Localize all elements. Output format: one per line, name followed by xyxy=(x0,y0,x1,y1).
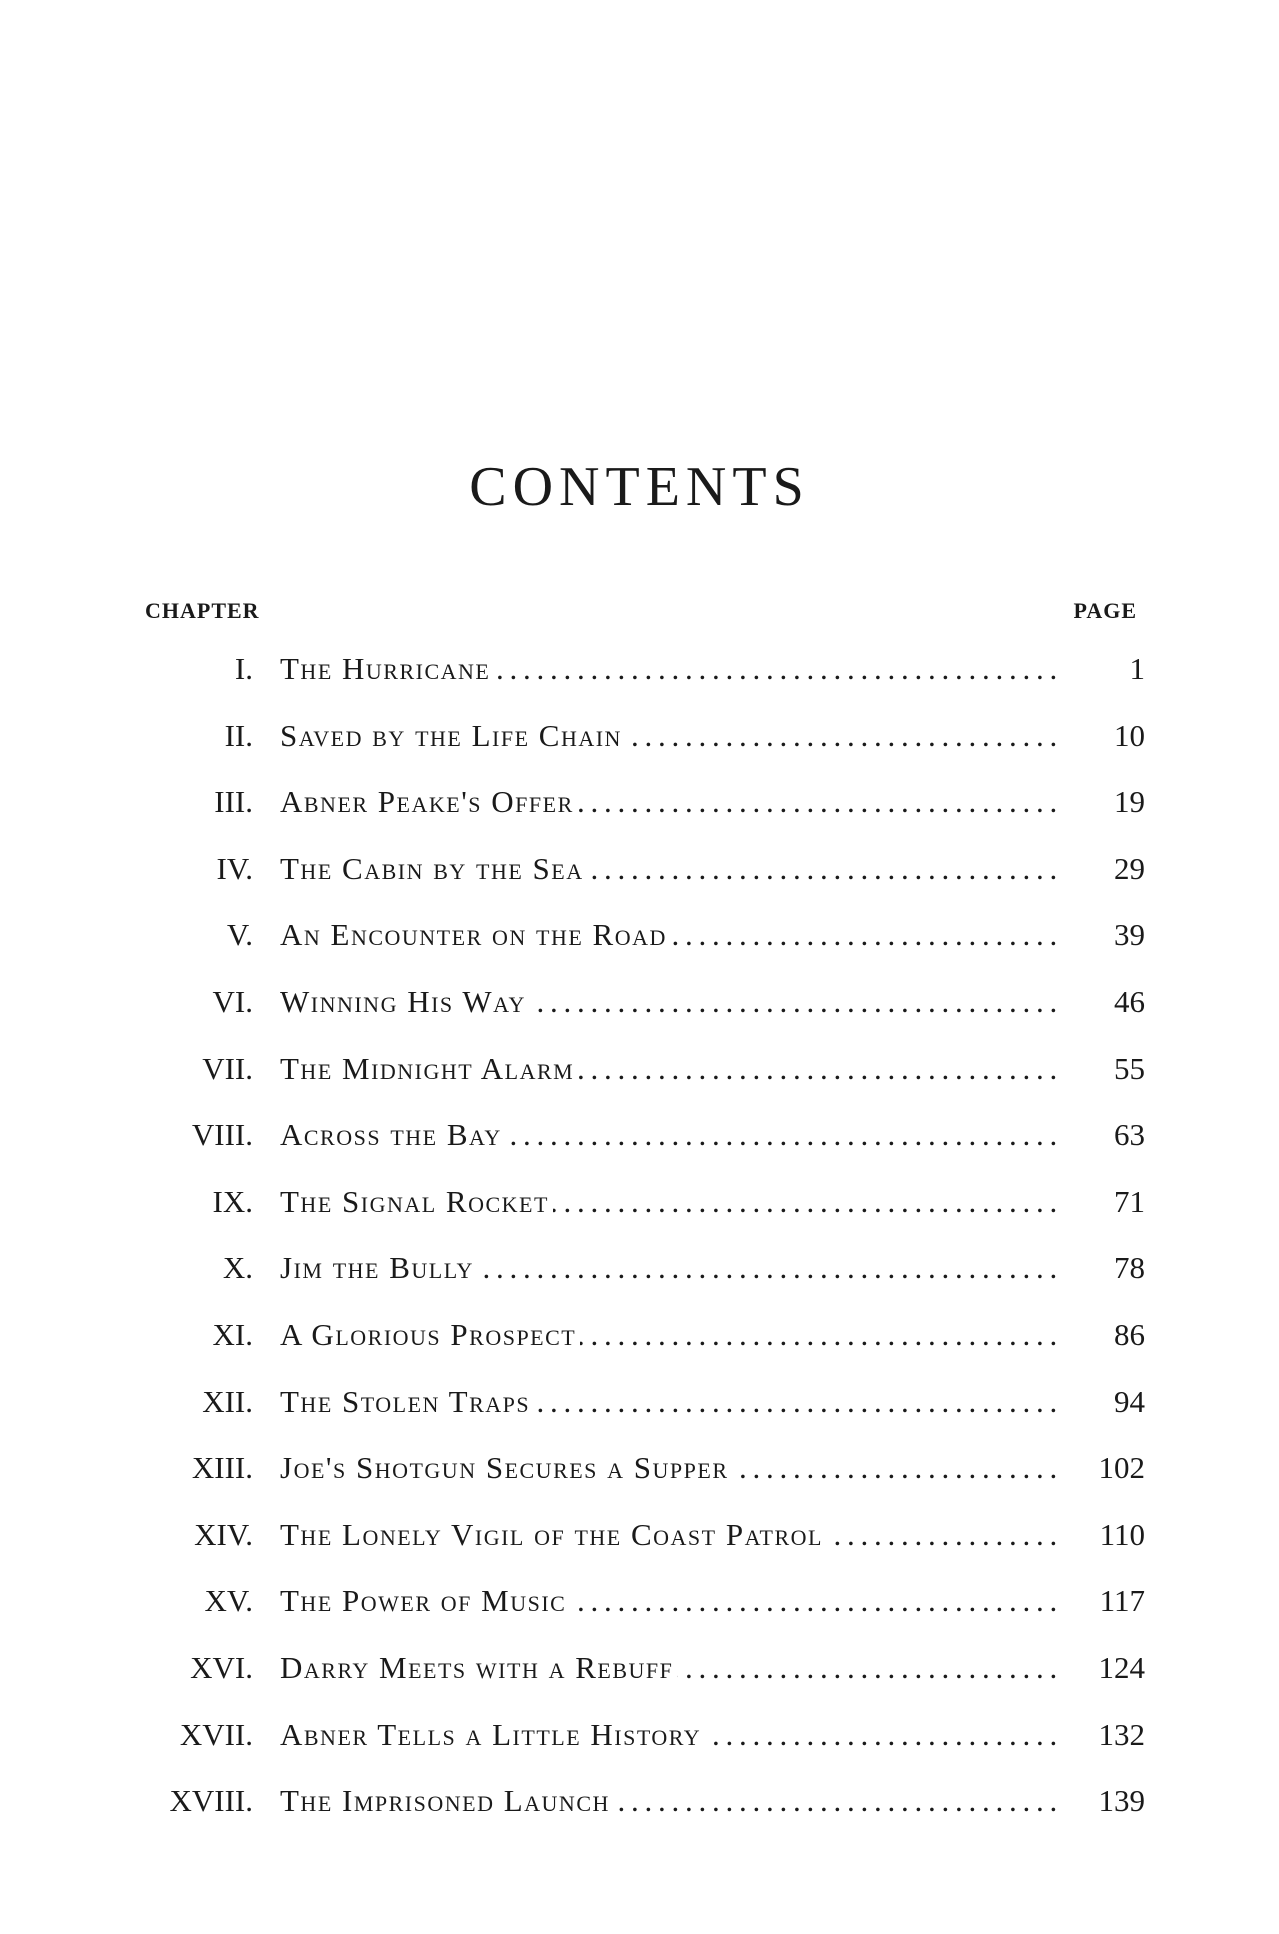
page-number: 29 xyxy=(1114,850,1145,886)
chapter-title: The Midnight Alarm xyxy=(280,1051,578,1086)
page-number: 71 xyxy=(1114,1183,1145,1219)
toc-entry xyxy=(0,1577,1279,1644)
chapter-title-cell xyxy=(280,1184,1065,1220)
chapter-number: XI. xyxy=(212,1316,253,1352)
chapter-number: VI. xyxy=(212,983,253,1019)
chapter-title-cell xyxy=(280,1117,1065,1153)
chapter-title-cell xyxy=(280,1051,1065,1087)
chapter-title-cell xyxy=(280,651,1065,687)
page-number: 55 xyxy=(1114,1050,1145,1086)
chapter-title: The Signal Rocket xyxy=(280,1184,553,1219)
toc-entry xyxy=(0,911,1279,978)
chapter-number: XIII. xyxy=(191,1450,253,1486)
chapter-number: X. xyxy=(222,1250,253,1286)
table-of-contents xyxy=(0,645,1279,1844)
chapter-number: VII. xyxy=(202,1050,253,1086)
chapter-title-cell xyxy=(280,917,1065,953)
toc-entry xyxy=(0,1444,1279,1511)
chapter-title: Across the Bay xyxy=(280,1117,506,1152)
chapter-title-cell xyxy=(280,1650,1065,1686)
chapter-title-cell xyxy=(280,1450,1065,1486)
chapter-title: The Power of Music xyxy=(280,1583,570,1618)
chapter-number: V. xyxy=(226,917,253,953)
chapter-number: I. xyxy=(234,651,253,686)
toc-entry xyxy=(0,978,1279,1045)
toc-entry xyxy=(0,1378,1279,1445)
chapter-title-cell xyxy=(280,1717,1065,1753)
toc-entry xyxy=(0,1244,1279,1311)
page-number: 19 xyxy=(1114,784,1145,820)
chapter-title: Abner Tells a Little History xyxy=(280,1717,705,1752)
chapter-title-cell xyxy=(280,1317,1065,1353)
chapter-title: A Glorious Prospect xyxy=(280,1317,580,1352)
chapter-title: The Imprisoned Launch xyxy=(280,1783,614,1818)
toc-entry xyxy=(0,1711,1279,1778)
page-number: 10 xyxy=(1114,717,1145,753)
page-number: 78 xyxy=(1114,1250,1145,1286)
toc-entry xyxy=(0,1111,1279,1178)
chapter-title-cell xyxy=(280,1250,1065,1286)
page-number: 86 xyxy=(1114,1316,1145,1352)
chapter-title: The Lonely Vigil of the Coast Patrol xyxy=(280,1517,827,1552)
page-number: 124 xyxy=(1098,1649,1145,1685)
toc-entry xyxy=(0,1511,1279,1578)
chapter-number: XIV. xyxy=(194,1516,253,1552)
chapter-title-cell xyxy=(280,1583,1065,1619)
page-number: 117 xyxy=(1099,1583,1145,1619)
page-number: 139 xyxy=(1098,1783,1145,1819)
chapter-title-cell xyxy=(280,1517,1065,1553)
chapter-number: III. xyxy=(214,784,253,820)
chapter-title-cell xyxy=(280,984,1065,1020)
toc-entry xyxy=(0,1777,1279,1844)
chapter-number: XVII. xyxy=(179,1716,253,1752)
chapter-title-cell xyxy=(280,851,1065,887)
toc-entry xyxy=(0,1311,1279,1378)
page-column-header: PAGE xyxy=(1073,598,1137,623)
chapter-column-header: CHAPTER xyxy=(145,598,260,623)
page-number: 63 xyxy=(1114,1117,1145,1153)
chapter-title: The Hurricane xyxy=(280,651,494,686)
toc-entry xyxy=(0,845,1279,912)
chapter-title-cell xyxy=(280,718,1065,754)
chapter-number: IX. xyxy=(212,1183,253,1219)
chapter-number: XVIII. xyxy=(169,1783,253,1819)
chapter-title-cell xyxy=(280,1783,1065,1819)
chapter-number: II. xyxy=(224,717,253,753)
chapter-title: Abner Peake's Offer xyxy=(280,784,578,819)
chapter-number: XVI. xyxy=(190,1649,253,1685)
chapter-title: An Encounter on the Road xyxy=(280,917,671,952)
chapter-title-cell xyxy=(280,784,1065,820)
page-number: 39 xyxy=(1114,917,1145,953)
chapter-title: Jim the Bully xyxy=(280,1250,478,1285)
chapter-number: IV. xyxy=(216,850,253,886)
column-headers xyxy=(145,598,1137,628)
chapter-number: XV. xyxy=(204,1583,253,1619)
page-number: 94 xyxy=(1114,1383,1145,1419)
toc-entry xyxy=(0,645,1279,712)
chapter-title: Darry Meets with a Rebuff xyxy=(280,1650,677,1685)
toc-entry xyxy=(0,712,1279,779)
chapter-title: Joe's Shotgun Secures a Supper xyxy=(280,1450,733,1485)
page-number: 102 xyxy=(1098,1450,1145,1486)
chapter-number: VIII. xyxy=(191,1117,253,1153)
chapter-title: The Stolen Traps xyxy=(280,1384,534,1419)
page-number: 1 xyxy=(1129,651,1145,686)
page-title: CONTENTS xyxy=(469,456,810,518)
page-number: 132 xyxy=(1098,1716,1145,1752)
chapter-title: Winning His Way xyxy=(280,984,530,1019)
toc-entry xyxy=(0,1178,1279,1245)
chapter-title: Saved by the Life Chain xyxy=(280,718,626,753)
page-number: 110 xyxy=(1099,1516,1145,1552)
chapter-number: XII. xyxy=(202,1383,253,1419)
toc-entry xyxy=(0,1045,1279,1112)
toc-entry xyxy=(0,1644,1279,1711)
toc-entry xyxy=(0,778,1279,845)
chapter-title: The Cabin by the Sea xyxy=(280,851,588,886)
page-number: 46 xyxy=(1114,983,1145,1019)
chapter-title-cell xyxy=(280,1384,1065,1420)
